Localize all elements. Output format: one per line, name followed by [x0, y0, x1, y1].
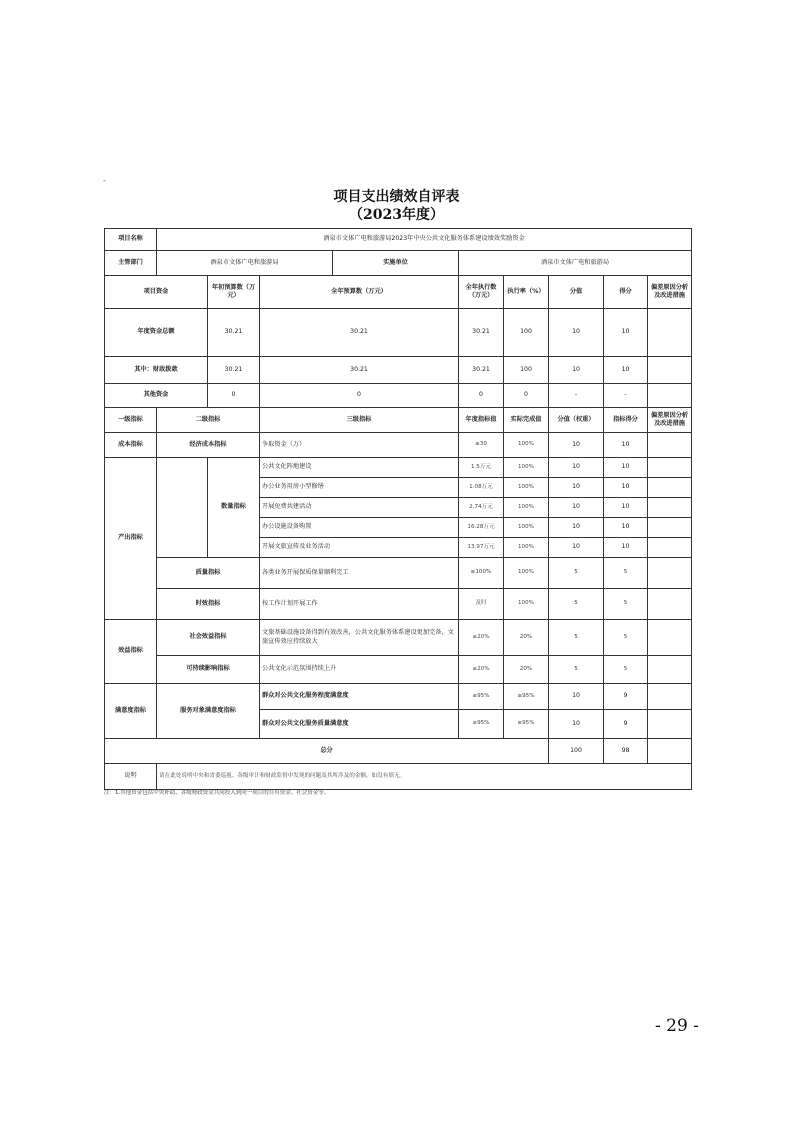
- indicator-l2: 数量指标: [208, 458, 260, 558]
- indicator-l2: 时效指标: [157, 589, 260, 620]
- table-row: [105, 251, 692, 276]
- funds-got: -: [604, 384, 648, 408]
- indicator-header: 三级指标: [260, 408, 459, 433]
- funds-header: 全年预算数（万元）: [260, 276, 459, 309]
- indicator-target: 及时: [459, 589, 504, 620]
- indicator-remark: [648, 433, 692, 458]
- indicator-weight: 10: [549, 538, 604, 558]
- funds-remark: [648, 357, 692, 384]
- indicator-l3: 公共文化示范氛围持续上升: [260, 656, 459, 684]
- indicator-got: 10: [604, 433, 648, 458]
- indicator-weight: 5: [549, 558, 604, 589]
- funds-got: 10: [604, 357, 648, 384]
- funds-score: 10: [549, 357, 604, 384]
- indicator-header: 实际完成值: [504, 408, 549, 433]
- indicator-l3: 群众对公共文化服务质量满意度: [260, 710, 459, 739]
- indicator-weight: 10: [549, 458, 604, 478]
- funds-executed: 0: [459, 384, 504, 408]
- self-evaluation-table: [104, 228, 692, 790]
- indicator-weight: 5: [549, 589, 604, 620]
- funds-header: 分值: [549, 276, 604, 309]
- indicator-remark: [648, 620, 692, 656]
- indicator-actual: 100%: [504, 589, 549, 620]
- funds-initial: 30.21: [208, 309, 260, 357]
- funds-annual: 30.21: [260, 309, 459, 357]
- indicator-got: 10: [604, 458, 648, 478]
- funds-score: 10: [549, 309, 604, 357]
- indicator-target: ≥100%: [459, 558, 504, 589]
- table-row: [105, 309, 692, 357]
- header-mark: -: [103, 176, 106, 185]
- indicator-l3: 争取资金（万）: [260, 433, 459, 458]
- indicator-l3: 办公业务用房小型修缮: [260, 478, 459, 498]
- indicator-got: 9: [604, 684, 648, 710]
- indicator-target: 1.08万元: [459, 478, 504, 498]
- indicator-l1: 产出指标: [105, 458, 157, 620]
- indicator-got: 5: [604, 558, 648, 589]
- dept-label: 主管部门: [105, 251, 157, 276]
- indicator-l2: 服务对象满意度指标: [157, 684, 260, 739]
- project-name-label: 项目名称: [105, 229, 157, 251]
- funds-rate: 100: [504, 309, 549, 357]
- table-row: [105, 384, 692, 408]
- indicator-l1: 效益指标: [105, 620, 157, 684]
- funds-row-label: 其中：财政拨款: [105, 357, 208, 384]
- indicator-got: 10: [604, 538, 648, 558]
- indicator-actual: 100%: [504, 478, 549, 498]
- funds-row-label: 年度资金总额: [105, 309, 208, 357]
- indicator-l2: 社会效益指标: [157, 620, 260, 656]
- indicator-remark: [648, 684, 692, 710]
- indicator-actual: 20%: [504, 620, 549, 656]
- project-name-value: 酒泉市文体广电和旅游局2023年中央公共文化服务体系建设绩效奖励资金: [157, 229, 692, 251]
- indicator-got: 9: [604, 710, 648, 739]
- funds-header: 得分: [604, 276, 648, 309]
- indicator-target: ≥95%: [459, 710, 504, 739]
- table-row: [105, 558, 692, 589]
- funds-score: -: [549, 384, 604, 408]
- table-row: [105, 589, 692, 620]
- indicator-l1: 满意度指标: [105, 684, 157, 739]
- remark-text: 请在此处说明中央和省委巡视、各级审计和财政监督中发现的问题及其所涉及的金额，如没有填无。: [157, 764, 692, 790]
- indicator-l3: 办公设施设备购置: [260, 518, 459, 538]
- total-remark: [648, 739, 692, 764]
- table-row: [105, 684, 692, 710]
- funds-row-label: 其他资金: [105, 384, 208, 408]
- indicator-l3: 按工作计划开展工作: [260, 589, 459, 620]
- funds-annual: 30.21: [260, 357, 459, 384]
- indicator-weight: 10: [549, 478, 604, 498]
- indicator-got: 5: [604, 656, 648, 684]
- indicator-actual: 100%: [504, 498, 549, 518]
- indicator-target: ≥20%: [459, 656, 504, 684]
- remark-label: 说明: [105, 764, 157, 790]
- indicator-actual: 100%: [504, 538, 549, 558]
- funds-remark: [648, 309, 692, 357]
- indicator-weight: 10: [549, 518, 604, 538]
- indicator-header: 偏差原因分析及改进措施: [648, 408, 692, 433]
- indicator-header: 指标得分: [604, 408, 648, 433]
- funds-header: 项目资金: [105, 276, 208, 309]
- indicator-remark: [648, 558, 692, 589]
- indicator-l3: 文旅基础设施设备得到有效改善，公共文化服务体系建设更加完备，文旅宣传效应持续放大: [260, 620, 459, 656]
- funds-got: 10: [604, 309, 648, 357]
- indicator-remark: [648, 518, 692, 538]
- indicator-weight: 10: [549, 710, 604, 739]
- total-weight: 100: [549, 739, 604, 764]
- indicator-l2: 可持续影响指标: [157, 656, 260, 684]
- indicator-weight: 10: [549, 498, 604, 518]
- indicator-actual: 100%: [504, 558, 549, 589]
- table-row: [105, 764, 692, 790]
- indicator-actual: ≥95%: [504, 684, 549, 710]
- funds-initial: 30.21: [208, 357, 260, 384]
- funds-executed: 30.21: [459, 357, 504, 384]
- indicator-l3: 开展文旅宣传及业务活动: [260, 538, 459, 558]
- indicator-actual: 100%: [504, 458, 549, 478]
- indicator-remark: [648, 589, 692, 620]
- indicator-target: 1.5万元: [459, 458, 504, 478]
- table-row: [105, 357, 692, 384]
- indicator-l1: 成本指标: [105, 433, 157, 458]
- table-row: [105, 276, 692, 309]
- indicator-weight: 10: [549, 433, 604, 458]
- indicator-got: 10: [604, 518, 648, 538]
- dept-value: 酒泉市文体广电和旅游局: [157, 251, 333, 276]
- indicator-got: 10: [604, 478, 648, 498]
- indicator-l2: 经济成本指标: [157, 433, 260, 458]
- page-subtitle: （2023年度）: [349, 207, 444, 223]
- indicator-target: 16.28万元: [459, 518, 504, 538]
- indicator-remark: [648, 538, 692, 558]
- indicator-got: 5: [604, 589, 648, 620]
- indicator-actual: ≥95%: [504, 710, 549, 739]
- indicator-got: 5: [604, 620, 648, 656]
- indicator-target: 2.74万元: [459, 498, 504, 518]
- indicator-target: ≥95%: [459, 684, 504, 710]
- funds-initial: 0: [208, 384, 260, 408]
- funds-header: 年初预算数（万元）: [208, 276, 260, 309]
- indicator-l1-spacer: [157, 458, 208, 558]
- funds-rate: 0: [504, 384, 549, 408]
- footnote: 注：1.其他资金包括中央补助、各级财政资金共同投入到同一项目的自有资金、社会资金等。: [104, 790, 330, 796]
- funds-remark: [648, 384, 692, 408]
- indicator-weight: 5: [549, 620, 604, 656]
- indicator-actual: 100%: [504, 518, 549, 538]
- indicator-remark: [648, 478, 692, 498]
- unit-value: 酒泉市文体广电和旅游局: [459, 251, 692, 276]
- indicator-target: 13.97万元: [459, 538, 504, 558]
- funds-header: 全年执行数（万元）: [459, 276, 504, 309]
- total-got: 98: [604, 739, 648, 764]
- table-row: [105, 229, 692, 251]
- indicator-remark: [648, 656, 692, 684]
- page-number: - 29 -: [655, 1016, 699, 1036]
- indicator-header: 一级指标: [105, 408, 157, 433]
- funds-executed: 30.21: [459, 309, 504, 357]
- total-label: 总分: [105, 739, 549, 764]
- indicator-remark: [648, 710, 692, 739]
- funds-rate: 100: [504, 357, 549, 384]
- indicator-target: ≥20%: [459, 620, 504, 656]
- indicator-l3: 群众对公共文化服务程度满意度: [260, 684, 459, 710]
- table-row: [105, 739, 692, 764]
- indicator-header: 分值（权重）: [549, 408, 604, 433]
- indicator-actual: 100%: [504, 433, 549, 458]
- funds-header: 执行率（%）: [504, 276, 549, 309]
- indicator-l3: 各类业务开展保质保量顺利完工: [260, 558, 459, 589]
- indicator-l2: 质量指标: [157, 558, 260, 589]
- indicator-header: 年度指标值: [459, 408, 504, 433]
- funds-annual: 0: [260, 384, 459, 408]
- indicator-remark: [648, 458, 692, 478]
- indicator-got: 10: [604, 498, 648, 518]
- indicator-l3: 开展免费共建活动: [260, 498, 459, 518]
- indicator-l3: 公共文化阵地建设: [260, 458, 459, 478]
- indicator-weight: 10: [549, 684, 604, 710]
- indicator-actual: 20%: [504, 656, 549, 684]
- indicator-header: 二级指标: [157, 408, 260, 433]
- page-title: 项目支出绩效自评表: [333, 189, 460, 205]
- table-row: [105, 656, 692, 684]
- indicator-weight: 5: [549, 656, 604, 684]
- indicator-remark: [648, 498, 692, 518]
- funds-header: 偏差原因分析及改进措施: [648, 276, 692, 309]
- unit-label: 实施单位: [333, 251, 459, 276]
- table-row: [105, 458, 692, 478]
- table-row: [105, 620, 692, 656]
- indicator-target: ≥30: [459, 433, 504, 458]
- table-row: [105, 433, 692, 458]
- table-row: [105, 408, 692, 433]
